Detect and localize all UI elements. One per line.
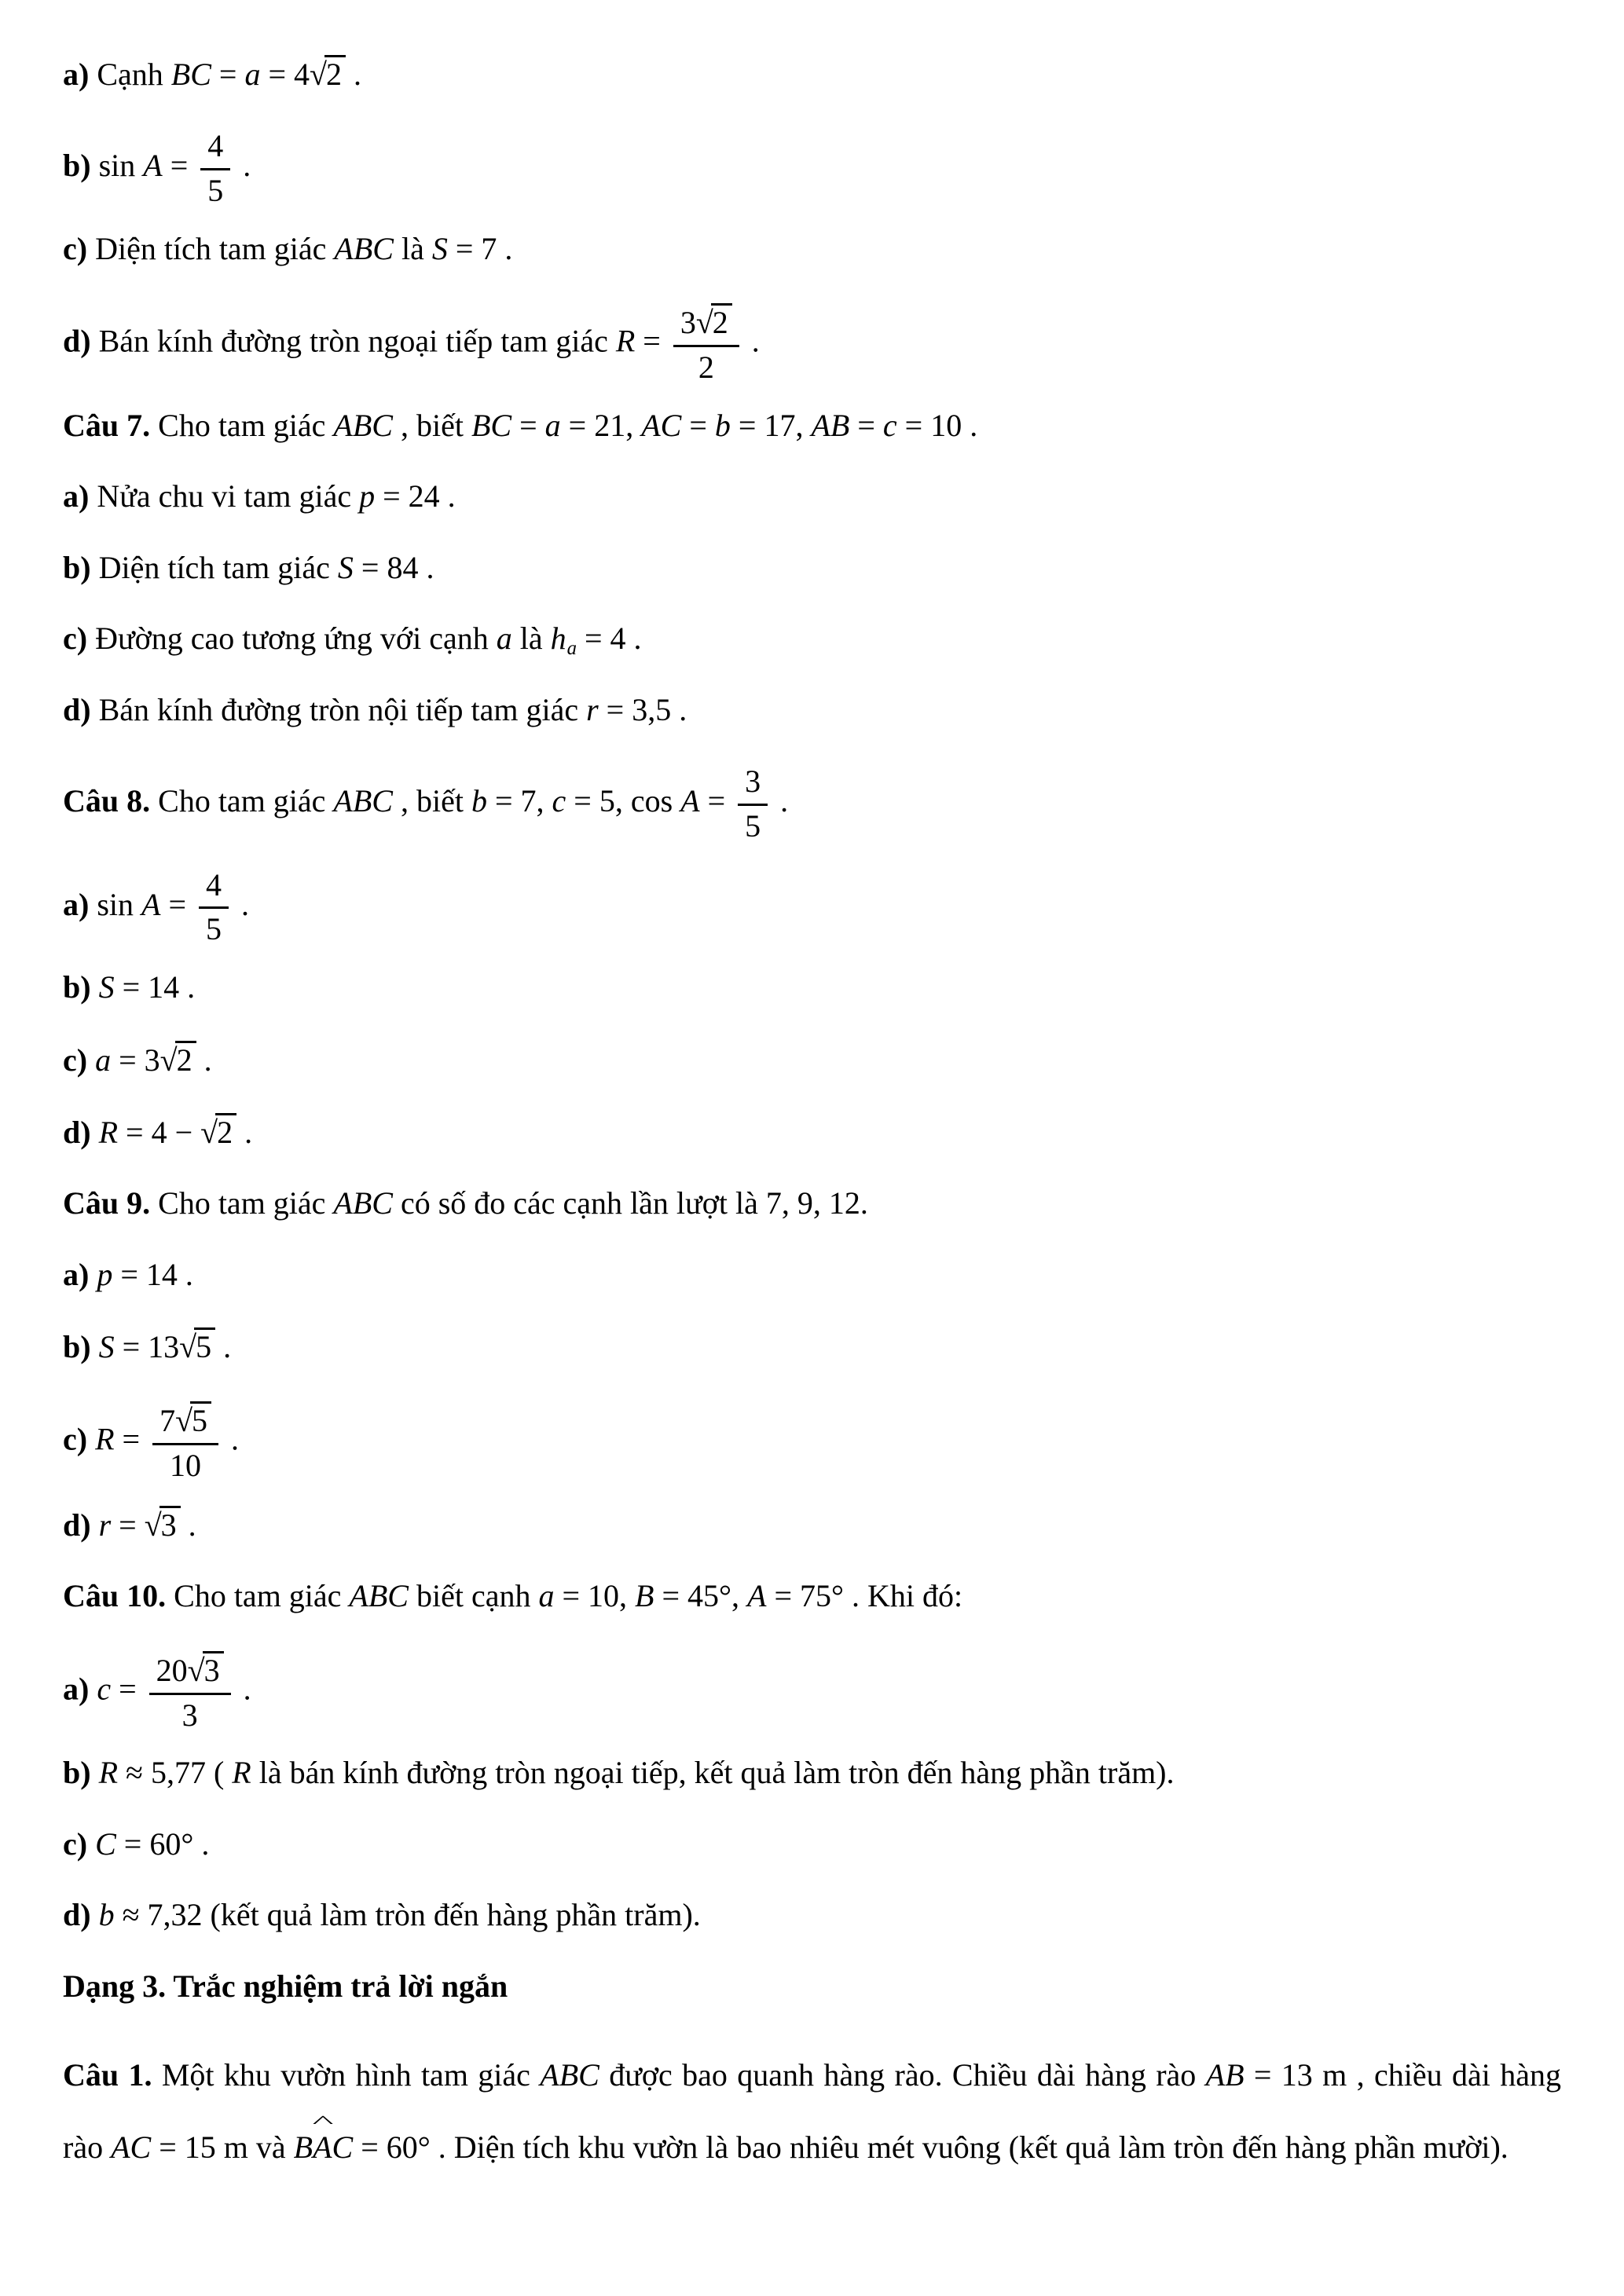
text-run: = xyxy=(162,148,196,184)
text-run: = 13 m , chiều dài hàng rào xyxy=(63,2056,1561,2165)
math-variable: S xyxy=(98,1329,115,1365)
fraction xyxy=(146,1650,234,1735)
text-run: 10 xyxy=(170,1448,202,1484)
text-run: biết cạnh xyxy=(408,1578,539,1614)
text-run: ≈ 7,32 (kết quả làm tròn đến hàng phần trăm). xyxy=(114,1897,701,1933)
text-run: 3 xyxy=(680,305,696,341)
text-run: = 13 xyxy=(114,1329,180,1365)
text-run: = 60° . xyxy=(115,1825,210,1862)
fraction-numerator xyxy=(152,1400,218,1445)
document-line xyxy=(63,127,1561,211)
fraction-denominator xyxy=(673,347,739,387)
text-run: Bán kính đường tròn ngoại tiếp tam giác xyxy=(90,323,616,359)
bold-text-run: b) xyxy=(63,969,91,1005)
text-run: = 14 . xyxy=(114,969,196,1005)
bold-text-run: b) xyxy=(63,148,91,184)
radicand: 2 xyxy=(711,303,732,339)
math-variable: A xyxy=(680,782,700,818)
document-line xyxy=(63,550,1561,586)
math-variable: S xyxy=(431,230,448,266)
fraction xyxy=(197,127,233,211)
math-variable: ABC xyxy=(334,230,394,266)
radical-sign-icon: √ xyxy=(144,1507,162,1543)
radical-sign-icon: √ xyxy=(695,305,713,341)
document-line xyxy=(63,55,1561,93)
text-run: được bao quanh hàng rào. Chiều dài hàng rào xyxy=(599,2056,1206,2093)
text-run: 20 xyxy=(156,1652,188,1688)
text-run: Bán kính đường tròn nội tiếp tam giác xyxy=(90,691,587,727)
bold-text-run: d) xyxy=(63,1897,91,1933)
text-run: = 15 m và xyxy=(151,2129,294,2165)
document-line xyxy=(63,1897,1561,1933)
document-line xyxy=(63,763,1561,846)
text-run xyxy=(87,1826,95,1862)
math-variable: S xyxy=(98,969,115,1005)
text-run xyxy=(91,1755,99,1790)
document-line xyxy=(63,1257,1561,1293)
fraction-denominator xyxy=(152,1445,218,1485)
radical-sign-icon: √ xyxy=(310,57,327,92)
text-run: Cho tam giác xyxy=(166,1578,350,1614)
math-variable: ABC xyxy=(349,1578,409,1614)
document-line xyxy=(63,866,1561,950)
document-line xyxy=(63,969,1561,1005)
text-run: Nửa chu vi tam giác xyxy=(89,478,360,514)
document-line xyxy=(63,1506,1561,1543)
text-run xyxy=(91,1507,99,1543)
radical-sign-icon: √ xyxy=(200,1114,218,1150)
fraction xyxy=(670,302,742,387)
bold-text-run: a) xyxy=(63,478,90,514)
text-run: = 45°, xyxy=(654,1578,748,1614)
text-run: 5 xyxy=(206,911,222,947)
fraction-denominator xyxy=(738,806,768,846)
math-variable: AB xyxy=(811,407,850,443)
text-run xyxy=(87,1042,95,1078)
text-run: = 10, xyxy=(554,1578,636,1614)
bold-text-run: Câu 1. xyxy=(63,2056,152,2093)
document-line xyxy=(63,621,1561,660)
text-run: = xyxy=(635,323,669,359)
text-run: = 4 xyxy=(260,57,310,92)
math-variable: AC xyxy=(111,2129,152,2165)
square-root xyxy=(179,1329,215,1364)
math-variable: a xyxy=(244,57,261,92)
document-line xyxy=(63,1113,1561,1151)
text-run: Cho tam giác xyxy=(150,1185,334,1221)
text-run xyxy=(91,969,99,1005)
fraction-denominator xyxy=(149,1695,231,1735)
document-line xyxy=(63,1826,1561,1862)
square-root xyxy=(696,305,732,340)
text-run: Đường cao tương ứng với cạnh xyxy=(87,621,497,657)
radical-sign-icon: √ xyxy=(159,1042,178,1078)
math-variable: ABC xyxy=(333,1185,393,1221)
bold-text-run: c) xyxy=(63,230,88,266)
text-run: . xyxy=(223,1421,240,1457)
text-run: = 10 . xyxy=(896,407,978,443)
math-variable: B xyxy=(635,1578,654,1614)
text-run: = 75° . Khi đó: xyxy=(766,1578,963,1614)
fraction-numerator xyxy=(199,866,229,910)
document-line xyxy=(63,1650,1561,1735)
text-run: là xyxy=(393,230,432,266)
text-run: . xyxy=(743,323,760,359)
text-run: = 14 . xyxy=(112,1256,193,1292)
text-run: , biết xyxy=(392,407,471,443)
text-run: = 3 xyxy=(111,1042,160,1078)
bold-text-run: d) xyxy=(63,1507,91,1543)
text-run: 2 xyxy=(698,350,714,386)
text-run: có số đo các cạnh lần lượt là 7, 9, 12. xyxy=(392,1185,868,1221)
math-variable: S xyxy=(337,549,354,585)
text-run: 3 xyxy=(181,1697,198,1733)
fraction xyxy=(196,866,232,950)
square-root xyxy=(145,1507,181,1543)
document-line xyxy=(63,478,1561,514)
math-variable: C xyxy=(95,1825,116,1862)
bold-text-run: c) xyxy=(63,1825,88,1862)
text-run: . xyxy=(233,886,250,922)
text-run: Cạnh xyxy=(89,57,171,92)
bold-text-run: d) xyxy=(63,323,91,359)
fraction-numerator xyxy=(200,127,230,170)
bold-text-run: c) xyxy=(63,621,88,657)
text-run: , biết xyxy=(392,782,471,818)
bold-text-run: a) xyxy=(63,1671,90,1707)
text-run: Một khu vườn hình tam giác xyxy=(152,2056,541,2093)
text-run: Cho tam giác xyxy=(150,782,334,818)
text-run: = 21, xyxy=(560,407,642,443)
fraction-numerator xyxy=(738,763,768,806)
document-line xyxy=(63,692,1561,728)
text-run: = xyxy=(111,1671,145,1707)
document-line xyxy=(63,1185,1561,1221)
text-run: = xyxy=(211,57,245,92)
text-run: là bán kính đường tròn ngoại tiếp, kết quả làm tròn đến hàng phần trăm). xyxy=(251,1755,1175,1791)
document-line xyxy=(63,1755,1561,1791)
text-run: . xyxy=(196,1042,212,1078)
math-variable: c xyxy=(882,407,897,443)
text-run: = xyxy=(111,1507,145,1543)
fraction xyxy=(735,763,771,846)
bold-text-run: d) xyxy=(63,691,91,727)
bold-text-run: c) xyxy=(63,1421,88,1457)
document-line xyxy=(63,2039,1561,2184)
math-variable: R xyxy=(98,1114,119,1150)
square-root xyxy=(175,1403,211,1438)
document-line xyxy=(63,302,1561,387)
math-variable: R xyxy=(95,1421,115,1457)
bold-text-run: Câu 9. xyxy=(63,1185,151,1221)
square-root xyxy=(188,1653,224,1688)
radical-sign-icon: √ xyxy=(179,1329,197,1365)
math-variable: ABC xyxy=(540,2056,599,2093)
bold-text-run: a) xyxy=(63,886,90,922)
text-run: = xyxy=(160,886,195,922)
text-run: . xyxy=(772,782,789,818)
math-variable: b xyxy=(471,782,487,818)
square-root xyxy=(310,57,346,92)
text-run: Diện tích tam giác xyxy=(90,549,338,585)
math-variable: ABC xyxy=(333,407,393,443)
text-run: Cho tam giác xyxy=(150,407,334,443)
math-variable: AB xyxy=(1205,2056,1245,2093)
text-run: là xyxy=(511,621,551,657)
text-run xyxy=(91,1115,99,1150)
square-root xyxy=(160,1042,196,1078)
document-line xyxy=(63,408,1561,444)
math-variable: c xyxy=(552,782,566,818)
fraction-denominator xyxy=(200,170,230,211)
document-line xyxy=(63,231,1561,267)
math-variable: R xyxy=(615,323,636,359)
bold-text-run: Câu 10. xyxy=(63,1578,167,1614)
text-run: Diện tích tam giác xyxy=(87,230,335,266)
radicand: 3 xyxy=(159,1506,181,1541)
math-variable: A xyxy=(747,1578,767,1614)
math-variable: h xyxy=(550,621,566,657)
text-run: = xyxy=(511,407,545,443)
math-variable: ABC xyxy=(333,782,393,818)
text-run: . xyxy=(236,1114,253,1150)
text-run: = 17, xyxy=(730,407,812,443)
text-run: = 3,5 . xyxy=(598,691,687,727)
bold-text-run: Câu 8. xyxy=(63,782,151,818)
radical-sign-icon: √ xyxy=(175,1403,193,1439)
text-run: = 4 . xyxy=(576,621,642,657)
math-variable: a xyxy=(95,1042,112,1078)
math-variable: BC xyxy=(471,407,512,443)
radicand: 2 xyxy=(215,1113,236,1148)
bold-text-run: Dạng 3. Trắc nghiệm trả lời ngắn xyxy=(63,1968,508,2004)
text-run: = xyxy=(114,1421,148,1457)
math-variable: R xyxy=(98,1755,119,1791)
text-run xyxy=(89,1257,97,1292)
radicand: 5 xyxy=(190,1401,211,1437)
text-run: = 7 . xyxy=(447,230,513,266)
text-run xyxy=(87,1422,95,1457)
text-run: = xyxy=(849,407,883,443)
text-run: . xyxy=(235,1671,251,1707)
text-run: = 7, xyxy=(486,782,552,818)
math-variable: r xyxy=(98,1507,112,1543)
text-run: = 4 − xyxy=(118,1114,201,1150)
text-run: 4 xyxy=(206,866,222,903)
square-root xyxy=(200,1115,236,1150)
math-variable: c xyxy=(97,1671,112,1707)
bold-text-run: b) xyxy=(63,1329,91,1365)
document-line xyxy=(63,1968,1561,2005)
bold-text-run: Câu 7. xyxy=(63,407,151,443)
text-run: ≈ 5,77 ( xyxy=(118,1755,233,1791)
radicand: 2 xyxy=(324,55,346,90)
math-variable: r xyxy=(586,691,599,727)
math-variable: A xyxy=(141,886,161,922)
math-variable: A xyxy=(143,148,163,184)
math-variable: b xyxy=(98,1897,115,1933)
text-run: = xyxy=(681,407,715,443)
text-run: = 24 . xyxy=(375,478,456,514)
math-subscript: a xyxy=(566,638,577,660)
text-run: . xyxy=(235,148,251,184)
fraction xyxy=(149,1400,222,1485)
math-variable: a xyxy=(496,621,512,657)
text-run: 7 xyxy=(159,1403,176,1439)
bold-text-run: a) xyxy=(63,57,90,92)
document-line xyxy=(63,1041,1561,1078)
text-run: 3 xyxy=(745,763,761,799)
math-variable: b xyxy=(714,407,731,443)
text-run: sin xyxy=(89,886,142,922)
bold-text-run: c) xyxy=(63,1042,88,1078)
document-line xyxy=(63,1327,1561,1365)
math-variable: AC xyxy=(641,407,682,443)
document-line xyxy=(63,1578,1561,1614)
text-run xyxy=(89,1671,97,1706)
bold-text-run: b) xyxy=(63,1755,91,1791)
text-run: = xyxy=(699,782,734,818)
radicand: 3 xyxy=(203,1651,224,1686)
bold-text-run: b) xyxy=(63,549,91,585)
fraction-denominator xyxy=(199,909,229,949)
text-run: 4 xyxy=(207,128,224,164)
radical-sign-icon: √ xyxy=(187,1652,205,1688)
document-body xyxy=(63,55,1561,2184)
text-run xyxy=(91,1329,99,1364)
math-variable: a xyxy=(538,1578,555,1614)
math-variable: p xyxy=(359,478,376,514)
text-run xyxy=(91,1897,99,1932)
text-run: = 84 . xyxy=(353,549,434,585)
math-variable: BC xyxy=(170,57,211,92)
math-variable: p xyxy=(97,1256,113,1292)
text-run: sin xyxy=(90,148,144,184)
text-run: 5 xyxy=(745,807,761,844)
text-run: . xyxy=(345,57,361,92)
radicand: 5 xyxy=(194,1327,215,1363)
radicand: 2 xyxy=(175,1041,196,1076)
text-run: 5 xyxy=(207,173,224,209)
fraction-numerator xyxy=(149,1650,231,1695)
bold-text-run: d) xyxy=(63,1114,91,1150)
text-run: = 5, cos xyxy=(566,782,681,818)
bold-text-run: a) xyxy=(63,1256,90,1292)
math-angle-name: BAC ^ xyxy=(294,2111,354,2184)
math-variable: R xyxy=(232,1755,251,1791)
math-variable: a xyxy=(544,407,561,443)
text-run: . xyxy=(215,1329,232,1365)
fraction-numerator xyxy=(673,302,739,347)
text-run: = 60° . Diện tích khu vườn là bao nhiêu mét vuông (kết quả làm tròn đến hàng phần mười). xyxy=(353,2129,1509,2165)
document-line xyxy=(63,1400,1561,1485)
text-run: . xyxy=(180,1507,196,1543)
